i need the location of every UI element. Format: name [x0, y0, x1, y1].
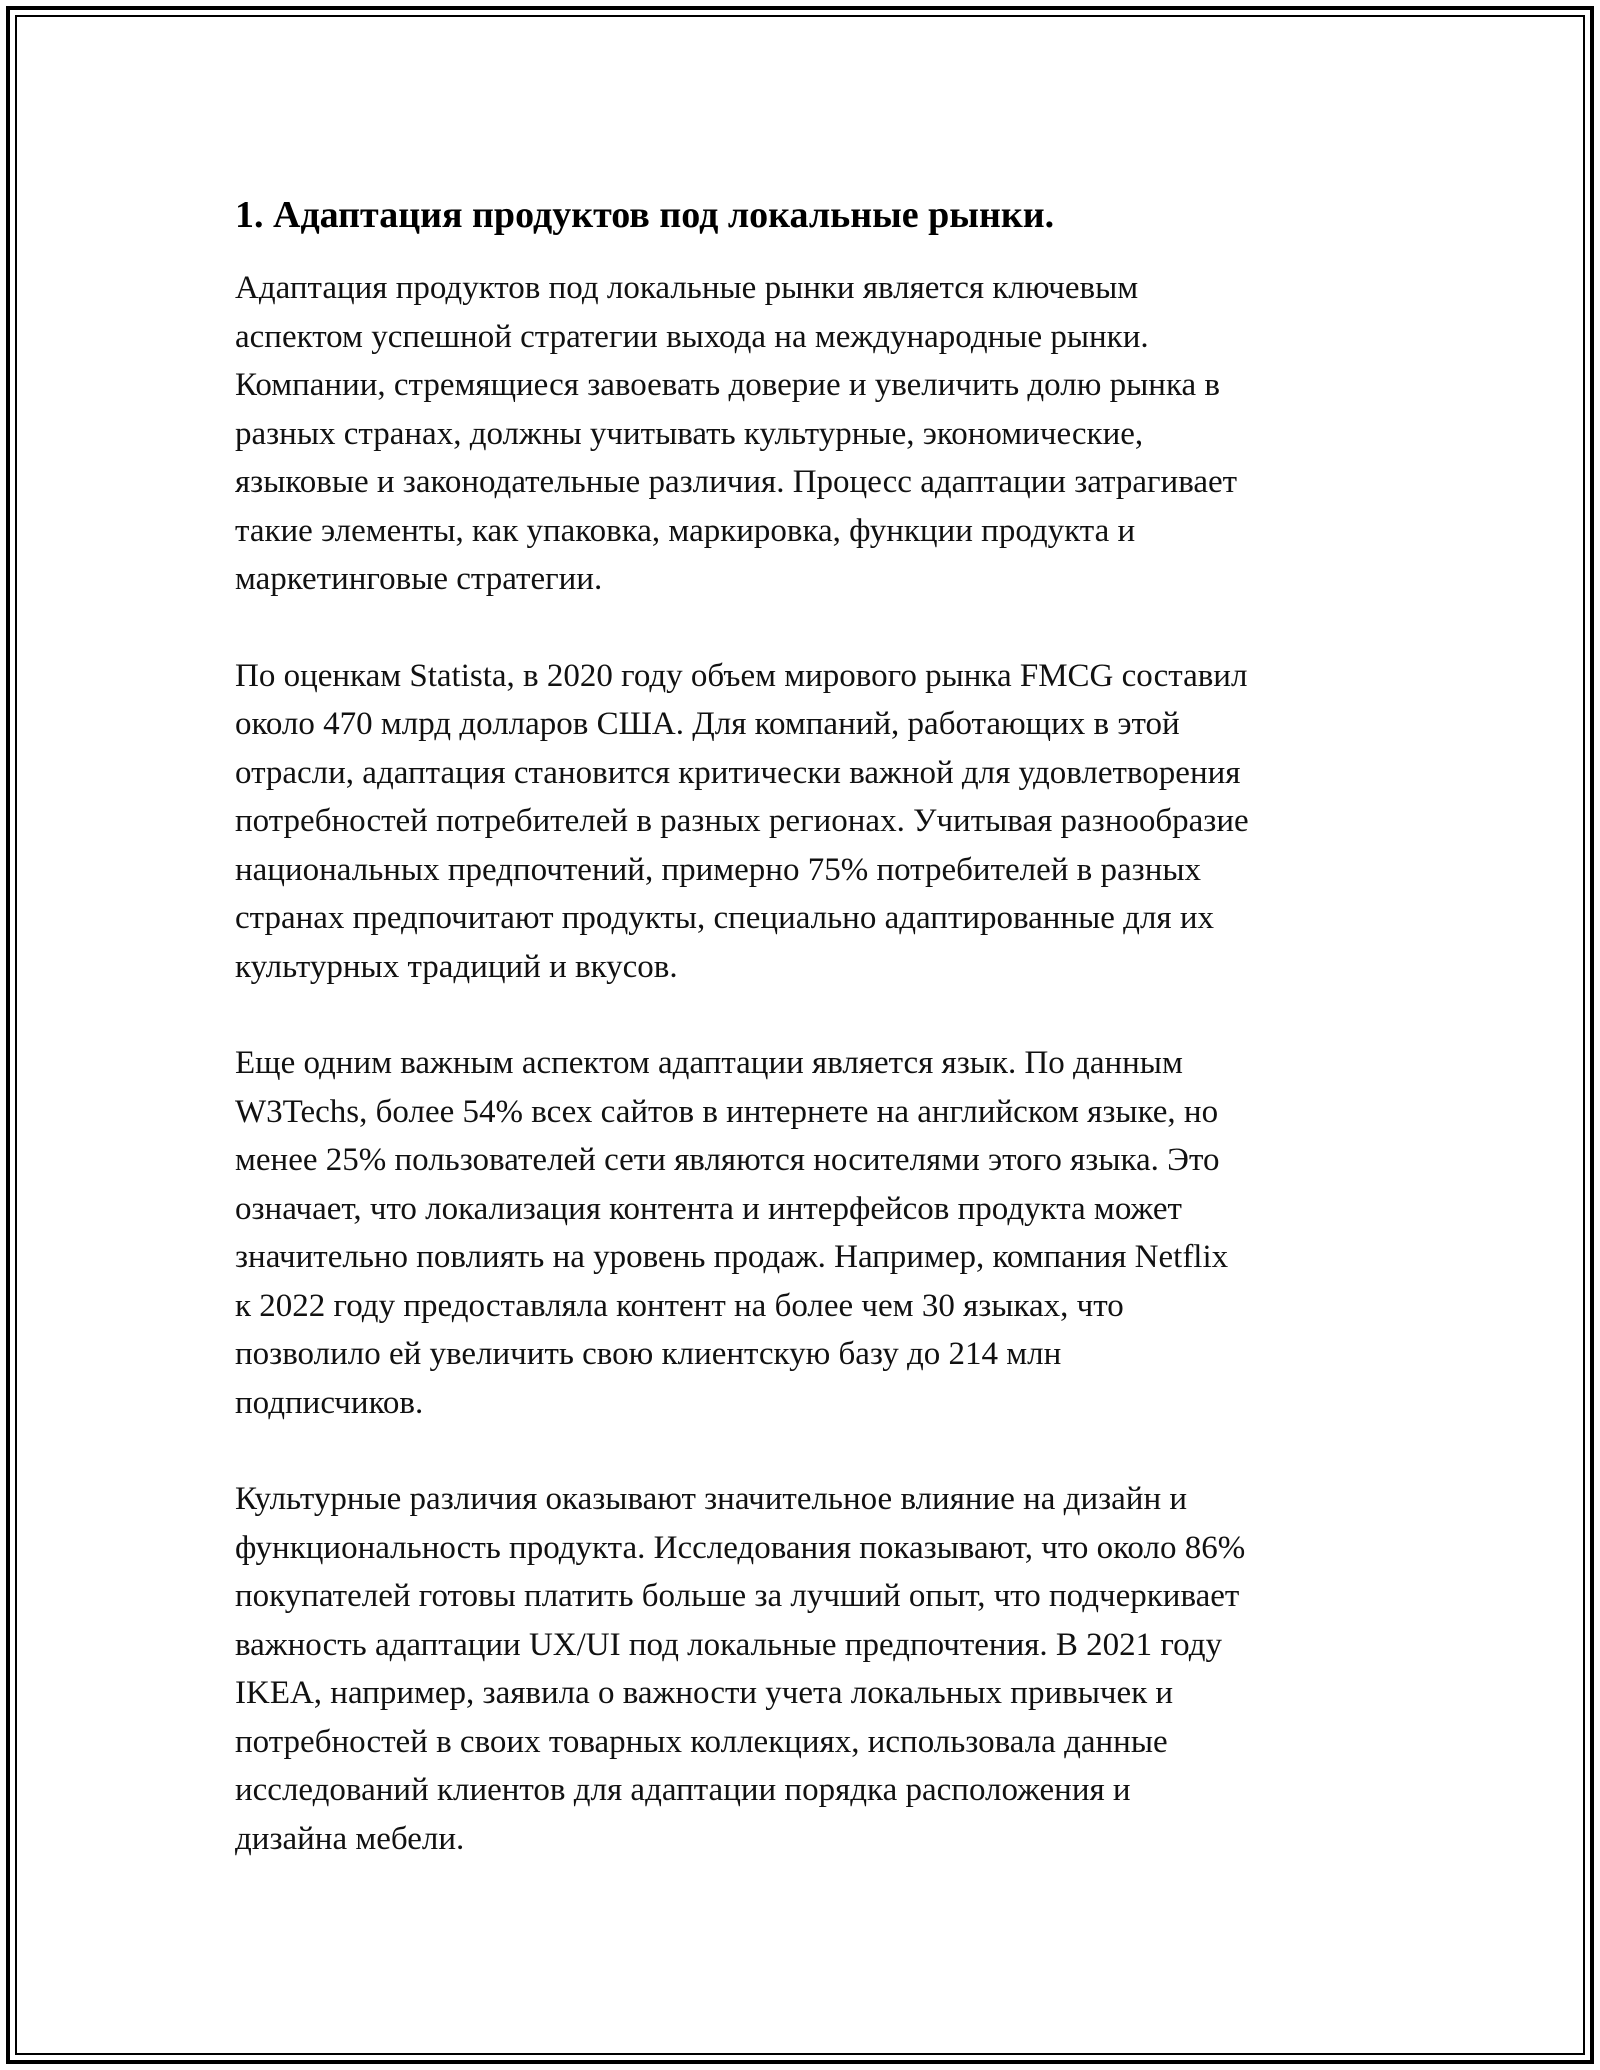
text-line: разных странах, должны учитывать культурные, экономические,: [235, 415, 1144, 452]
text-line: национальных предпочтений, примерно 75% потребителей в разных: [235, 851, 1202, 888]
document-body: [235, 190, 1385, 1863]
text-line: IKEA, например, заявила о важности учета локальных привычек и: [235, 1675, 1174, 1711]
text-line: означает, что локализация контента и интерфейсов продукта может: [235, 1190, 1182, 1227]
paragraph-spacer: [235, 991, 1385, 1039]
paragraph-culture: [235, 1475, 1385, 1863]
text-line: потребностей потребителей в разных регионах. Учитывая разнообразие: [235, 803, 1249, 839]
text-line: исследований клиентов для адаптации порядка расположения и: [235, 1772, 1131, 1808]
text-line: языковые и законодательные различия. Процесс адаптации затрагивает: [235, 464, 1238, 500]
text-line: подписчиков.: [235, 1384, 424, 1421]
text-line: Культурные различия оказывают значительное влияние на дизайн и: [235, 1481, 1188, 1517]
text-line: важность адаптации UX/UI под локальные предпочтения. В 2021 году: [235, 1626, 1222, 1663]
paragraph-spacer: [235, 604, 1385, 652]
text-line: потребностей в своих товарных коллекциях, использовала данные: [235, 1723, 1168, 1760]
text-line: Компании, стремящиеся завоевать доверие и увеличить долю рынка в: [235, 367, 1220, 403]
text-line: дизайна мебели.: [235, 1820, 465, 1857]
text-line: отрасли, адаптация становится критически важной для удовлетворения: [235, 754, 1241, 791]
text-line: позволило ей увеличить свою клиентскую базу до 214 млн: [235, 1336, 1062, 1372]
text-line: функциональность продукта. Исследования показывают, что около 86%: [235, 1529, 1246, 1566]
text-line: аспектом успешной стратегии выхода на международные рынки.: [235, 318, 1149, 355]
text-line: W3Techs, более 54% всех сайтов в интернете на английском языке, но: [235, 1093, 1219, 1130]
text-line: культурных традиций и вкусов.: [235, 948, 678, 985]
text-line: такие элементы, как упаковка, маркировка, функции продукта и: [235, 512, 1136, 549]
section-heading: 1. Адаптация продуктов под локальные рынки.: [235, 194, 1055, 236]
text-line: маркетинговые стратегии.: [235, 561, 603, 597]
text-line: покупателей готовы платить больше за лучший опыт, что подчеркивает: [235, 1578, 1240, 1614]
text-line: Адаптация продуктов под локальные рынки является ключевым: [235, 270, 1139, 306]
text-line: к 2022 году предоставляла контент на более чем 30 языках, что: [235, 1287, 1124, 1324]
text-line: менее 25% пользователей сети являются носителями этого языка. Это: [235, 1142, 1220, 1178]
paragraph-fmcg-market: [235, 652, 1385, 992]
paragraph-language: [235, 1039, 1385, 1427]
text-line: значительно повлиять на уровень продаж. Например, компания Netflix: [235, 1239, 1229, 1275]
text-line: около 470 млрд долларов США. Для компаний, работающих в этой: [235, 706, 1180, 742]
paragraph-spacer: [235, 1427, 1385, 1475]
text-line: странах предпочитают продукты, специально адаптированные для их: [235, 900, 1215, 936]
paragraph-intro: [235, 264, 1385, 604]
text-line: Еще одним важным аспектом адаптации является язык. По данным: [235, 1045, 1183, 1081]
text-line: По оценкам Statista, в 2020 году объем мирового рынка FMCG составил: [235, 657, 1248, 694]
